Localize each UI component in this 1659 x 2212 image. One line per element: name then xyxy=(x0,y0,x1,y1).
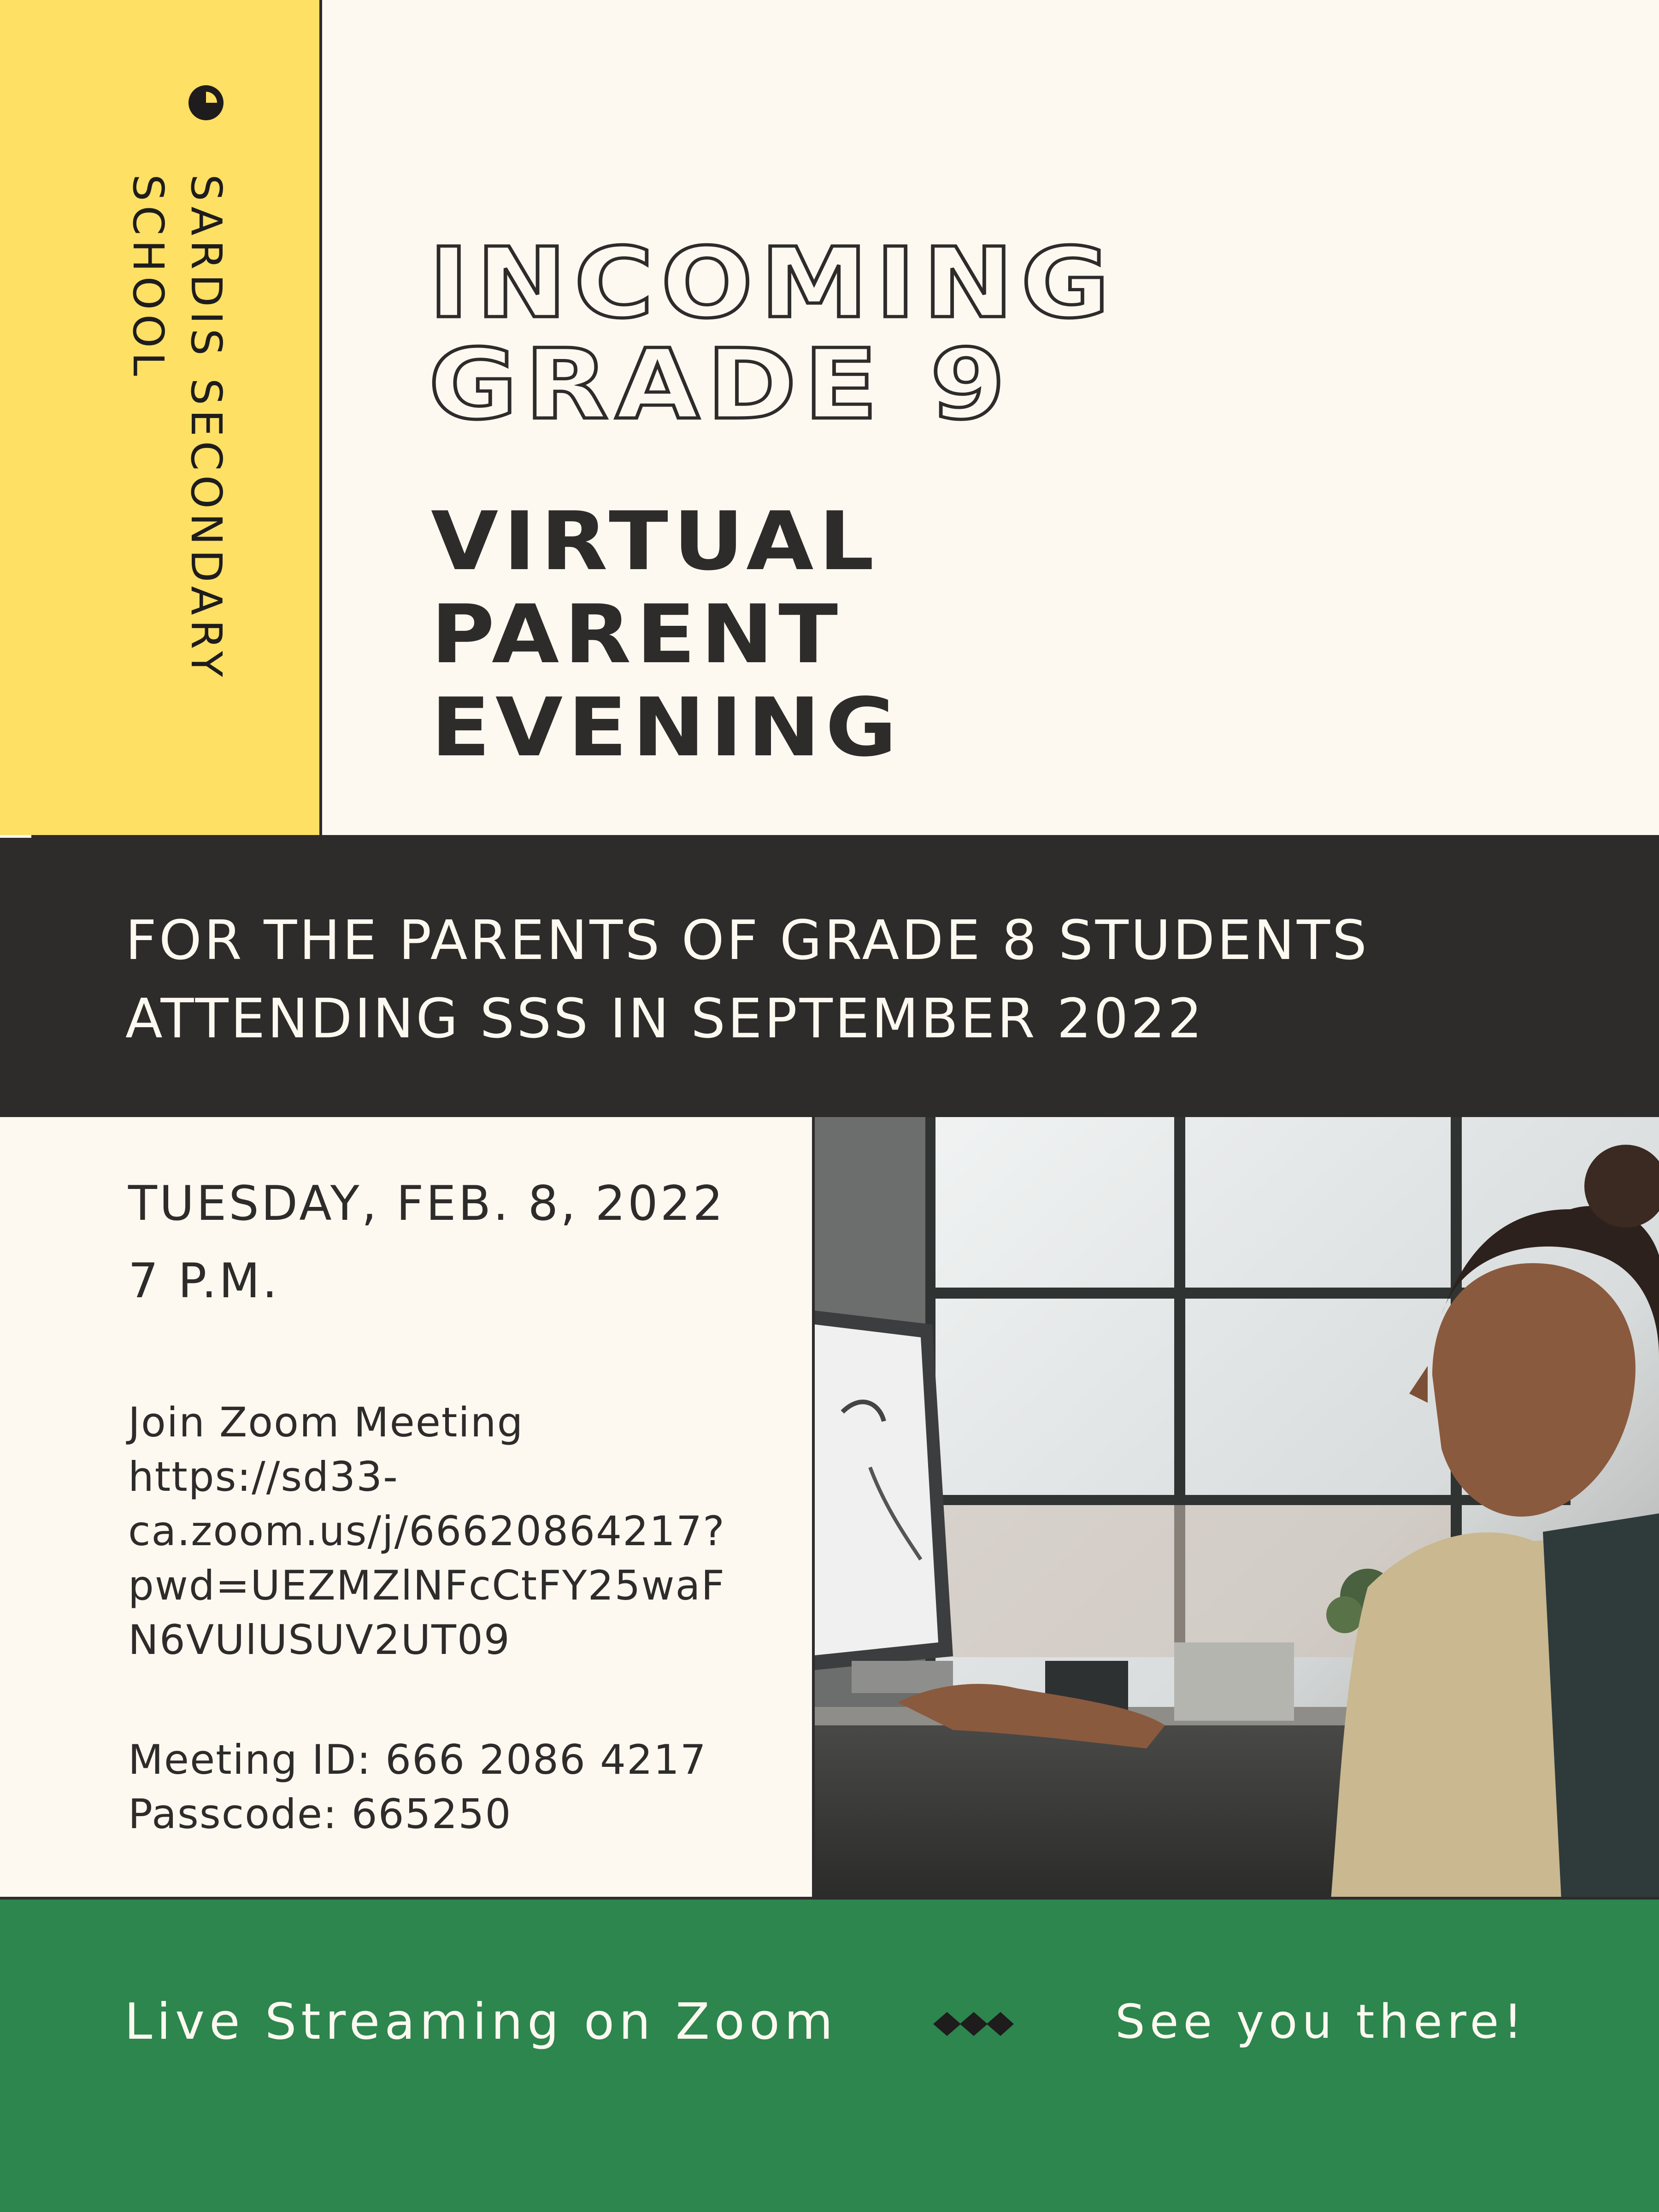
event-date: TUESDAY, FEB. 8, 2022 xyxy=(128,1176,725,1231)
school-name-line1: SARDIS SECONDARY xyxy=(182,174,231,682)
meeting-id: Meeting ID: 666 2086 4217 xyxy=(128,1736,707,1783)
hero-title-line2: GRADE 9 xyxy=(429,328,1013,441)
banner-notch xyxy=(0,835,31,838)
student-photo xyxy=(812,1117,1659,1900)
student-at-computer-image xyxy=(815,1117,1659,1900)
meeting-passcode: Passcode: 665250 xyxy=(128,1790,512,1838)
zoom-link-line4[interactable]: N6VUlUSUV2UT09 xyxy=(128,1616,511,1664)
footer-see-you-text: See you there! xyxy=(1115,1994,1527,2049)
footer-streaming-text: Live Streaming on Zoom xyxy=(124,1993,838,2051)
hero-title-line1: INCOMING xyxy=(429,227,1117,340)
event-datetime xyxy=(128,1165,725,1320)
event-title-line3: EVENING xyxy=(431,681,902,775)
event-time: 7 P.M. xyxy=(128,1253,280,1309)
school-name-line2: SCHOOL xyxy=(124,174,173,381)
audience-text xyxy=(125,901,1369,1058)
sidebar-divider xyxy=(319,0,322,835)
footer-band xyxy=(0,1900,1659,2212)
school-name xyxy=(119,174,235,682)
hero-title xyxy=(429,227,1117,441)
zoom-link-line2[interactable]: ca.zoom.us/j/66620864217? xyxy=(128,1507,725,1555)
audience-line2: ATTENDING SSS IN SEPTEMBER 2022 xyxy=(125,987,1205,1050)
event-title-line2: PARENT xyxy=(431,588,843,682)
zoom-heading: Join Zoom Meeting xyxy=(128,1399,524,1446)
zoom-link-line1[interactable]: https://sd33- xyxy=(128,1453,399,1500)
event-title-line1: VIRTUAL xyxy=(431,495,879,588)
audience-line1: FOR THE PARENTS OF GRADE 8 STUDENTS xyxy=(125,908,1369,972)
event-title xyxy=(431,495,902,775)
meeting-credentials xyxy=(128,1733,707,1841)
clock-icon xyxy=(188,84,224,121)
zoom-details xyxy=(128,1395,725,1667)
diamonds-icon xyxy=(933,2010,1014,2038)
zoom-link-line3[interactable]: pwd=UEZMZlNFcCtFY25waF xyxy=(128,1562,726,1609)
